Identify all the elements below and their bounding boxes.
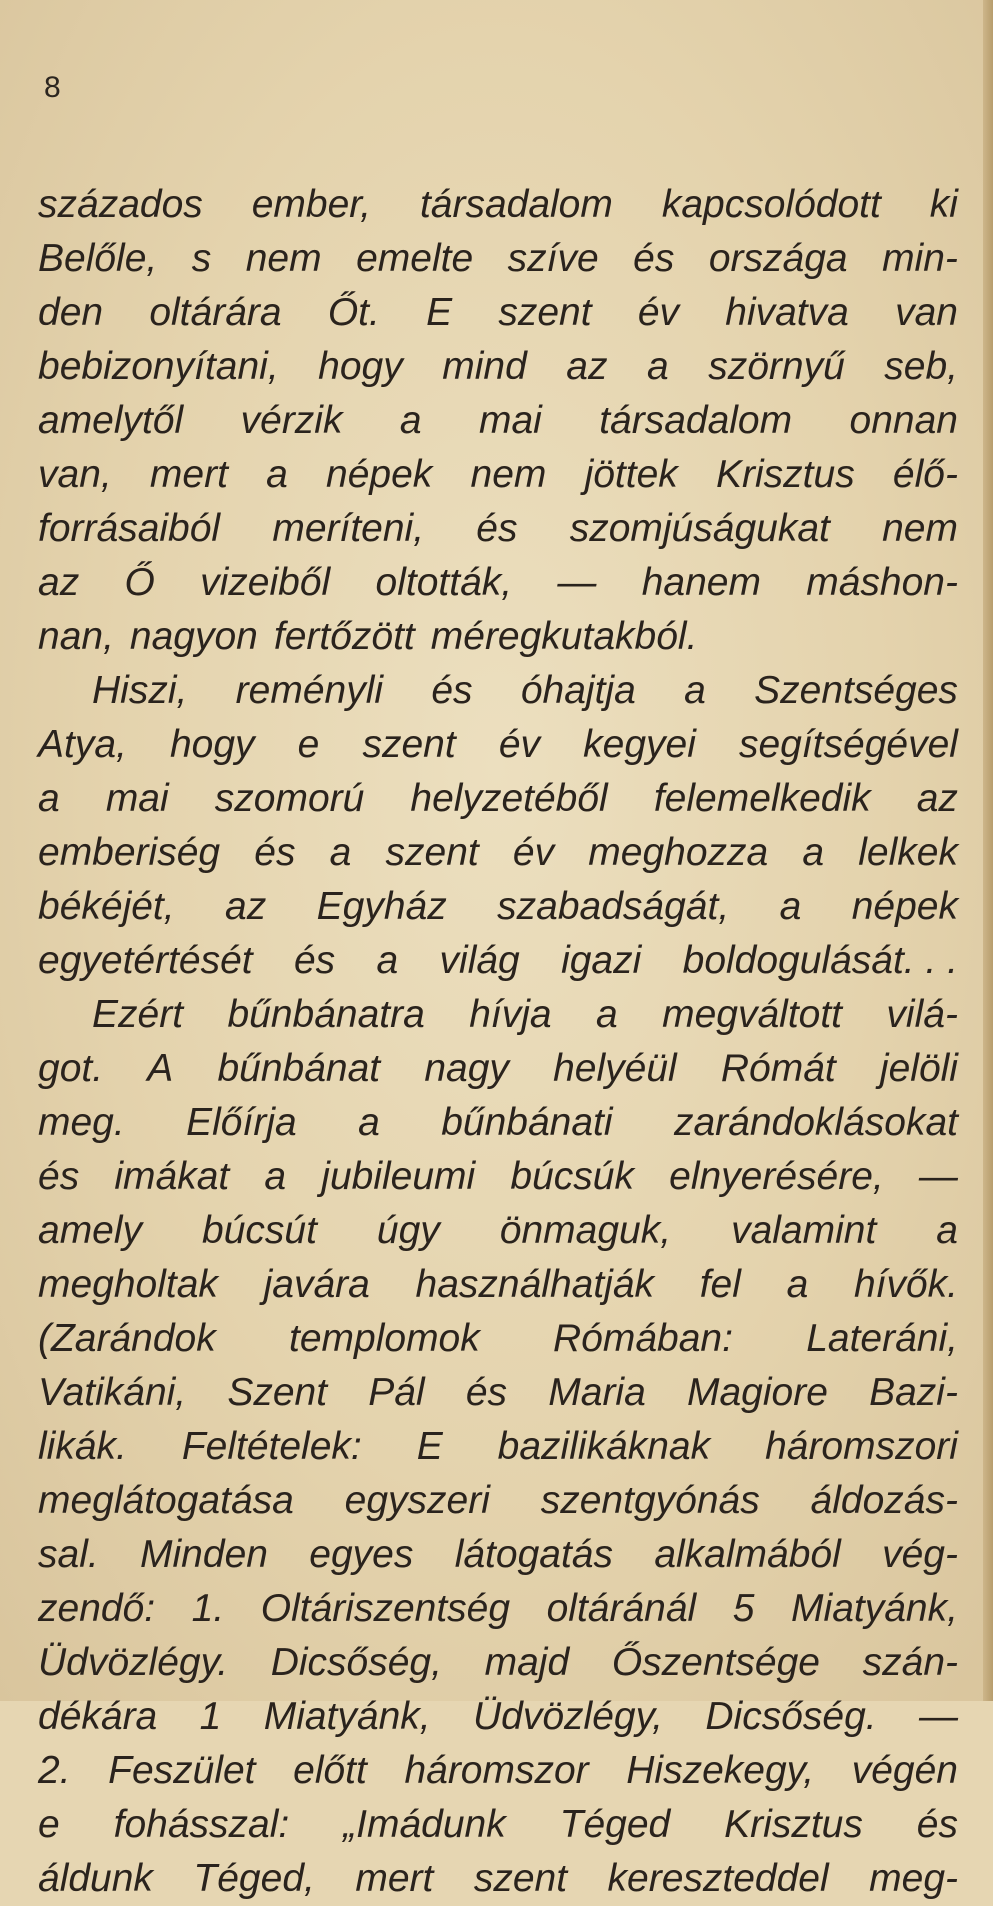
text-line: [38, 448, 958, 502]
word: az: [38, 561, 80, 604]
word: kegyei: [583, 723, 696, 766]
word: valamint: [731, 1209, 877, 1252]
word: hívők.: [853, 1263, 958, 1306]
word: amely: [38, 1209, 143, 1252]
word: Rómát: [720, 1047, 836, 1090]
word: év: [637, 291, 680, 334]
word: s: [191, 237, 212, 280]
text-line: [38, 610, 958, 664]
word: zarándoklásokat: [673, 1101, 958, 1144]
text-line: [38, 1744, 958, 1798]
text-line: [38, 664, 958, 718]
word: Feltételek:: [181, 1425, 362, 1468]
word: Vatikáni,: [38, 1371, 187, 1414]
word: és: [293, 939, 336, 982]
word: boldogulását. . .: [682, 939, 958, 982]
word: szíve: [507, 237, 599, 280]
word: kapcsolódott: [661, 183, 881, 226]
word: vizeiből: [200, 561, 331, 604]
word: Hiszekegy,: [626, 1749, 815, 1792]
word: helyéül: [553, 1047, 677, 1090]
word: és: [465, 1371, 508, 1414]
page-edge: [983, 0, 993, 1701]
word: onnan: [849, 399, 958, 442]
word: szent: [473, 1857, 568, 1900]
word: Szent: [227, 1371, 328, 1414]
word: áldunk: [38, 1857, 153, 1900]
word: hogy: [169, 723, 255, 766]
word: nan,: [38, 615, 114, 658]
word: mind: [442, 345, 527, 388]
word: Feszület: [108, 1749, 256, 1792]
word: Bazi-: [869, 1371, 958, 1414]
word: min-: [882, 237, 958, 280]
word: bűnbánati: [441, 1101, 613, 1144]
word: Üdvözlégy.: [38, 1641, 229, 1684]
word: e: [297, 723, 320, 766]
word: got.: [38, 1047, 104, 1090]
word: Oltáriszentség: [260, 1587, 511, 1630]
word: kereszteddel: [607, 1857, 829, 1900]
word: szörnyű: [708, 345, 845, 388]
text-line: [38, 718, 958, 772]
word: az: [916, 777, 958, 820]
word: fertőzött: [273, 615, 415, 658]
word: úgy: [376, 1209, 440, 1252]
word: háromszor: [404, 1749, 589, 1792]
word: búcsút: [202, 1209, 317, 1252]
word: ki: [929, 183, 958, 226]
word: Őt.: [327, 291, 380, 334]
word: óhajtja: [520, 669, 636, 712]
word: sal.: [38, 1533, 99, 1576]
word: és: [431, 669, 473, 712]
word: Magiore: [687, 1371, 828, 1414]
word: békéjét,: [38, 885, 175, 928]
word: népek: [326, 453, 433, 496]
word: Rómában:: [553, 1317, 733, 1360]
word: hanem: [641, 561, 761, 604]
text-line: [38, 1474, 958, 1528]
word: oltáránál: [546, 1587, 697, 1630]
word: és: [476, 507, 518, 550]
word: jelöli: [879, 1047, 958, 1090]
word: e: [38, 1803, 60, 1846]
word: reményli: [235, 669, 384, 712]
word: hivatva: [725, 291, 849, 334]
word: jöttek: [584, 453, 678, 496]
word: vilá-: [886, 993, 958, 1036]
text-line: [38, 1582, 958, 1636]
word: „Imádunk: [343, 1803, 506, 1846]
word: —: [919, 1695, 958, 1738]
word: a: [399, 399, 422, 442]
word: szent: [498, 291, 592, 334]
word: Ezért: [92, 993, 184, 1036]
word: Téged,: [193, 1857, 315, 1900]
text-line: [38, 988, 958, 1042]
word: Őszentsége: [611, 1641, 820, 1684]
word: javára: [263, 1263, 370, 1306]
word: önmaguk,: [499, 1209, 672, 1252]
word: egyes: [309, 1533, 414, 1576]
word: százados: [38, 183, 203, 226]
word: vég-: [882, 1533, 958, 1576]
word: fel: [699, 1263, 741, 1306]
text-line: [38, 1258, 958, 1312]
word: Téged: [559, 1803, 671, 1846]
word: forrásaiból: [38, 507, 221, 550]
text-line: [38, 286, 958, 340]
word: a: [264, 1155, 287, 1198]
word: van: [895, 291, 958, 334]
word: bűnbánat: [217, 1047, 381, 1090]
text-line: [38, 1852, 958, 1906]
text-line: [38, 1096, 958, 1150]
word: és: [38, 1155, 80, 1198]
word: és: [254, 831, 296, 874]
word: Dicsőség,: [270, 1641, 442, 1684]
word: seb,: [884, 345, 958, 388]
word: meg.: [38, 1101, 125, 1144]
word: segítségével: [738, 723, 958, 766]
text-line: [38, 1312, 958, 1366]
word: és: [916, 1803, 958, 1846]
word: igazi: [561, 939, 642, 982]
text-line: [38, 1690, 958, 1744]
word: élő-: [892, 453, 958, 496]
word: meg-: [869, 1857, 958, 1900]
word: emberiség: [38, 831, 221, 874]
word: Krisztus: [724, 1803, 863, 1846]
word: világ: [439, 939, 520, 982]
word: szabadságát,: [497, 885, 730, 928]
text-line: [38, 1528, 958, 1582]
word: bebizonyítani,: [38, 345, 279, 388]
word: Előírja: [186, 1101, 297, 1144]
text-line: [38, 502, 958, 556]
word: emelte: [356, 237, 474, 280]
word: a: [802, 831, 825, 874]
word: nem: [470, 453, 547, 496]
word: Dicsőség.: [705, 1695, 877, 1738]
text-line: [38, 1636, 958, 1690]
word: a: [38, 777, 60, 820]
word: év: [498, 723, 541, 766]
word: országa: [708, 237, 848, 280]
word: meglátogatása: [38, 1479, 294, 1522]
word: (Zarándok: [38, 1317, 216, 1360]
word: és: [633, 237, 675, 280]
word: ember,: [251, 183, 371, 226]
text-line: [38, 1420, 958, 1474]
word: szent: [385, 831, 479, 874]
word: 1: [199, 1695, 222, 1738]
word: Egyház: [316, 885, 447, 928]
word: imákat: [114, 1155, 230, 1198]
word: templomok: [289, 1317, 480, 1360]
word: búcsúk: [510, 1155, 634, 1198]
word: bazilikáknak: [497, 1425, 711, 1468]
word: hogy: [318, 345, 403, 388]
word: Atya,: [38, 723, 127, 766]
word: felemelkedik: [653, 777, 871, 820]
word: megváltott: [662, 993, 843, 1036]
body-text: [38, 178, 958, 1906]
word: nagy: [424, 1047, 509, 1090]
text-line: [38, 556, 958, 610]
word: Pál: [368, 1371, 425, 1414]
word: az: [225, 885, 267, 928]
word: —: [557, 561, 597, 604]
word: 2.: [38, 1749, 71, 1792]
word: bűnbánatra: [227, 993, 425, 1036]
word: —: [918, 1155, 958, 1198]
text-line: [38, 178, 958, 232]
word: van,: [38, 453, 112, 496]
word: egyszeri: [344, 1479, 490, 1522]
word: Szentséges: [754, 669, 958, 712]
word: a: [936, 1209, 958, 1252]
word: nem: [245, 237, 322, 280]
text-line: [38, 232, 958, 286]
word: Hiszi,: [92, 669, 188, 712]
text-line: [38, 1366, 958, 1420]
word: a: [786, 1263, 809, 1306]
word: mai: [478, 399, 542, 442]
word: Üdvözlégy,: [472, 1695, 664, 1738]
word: látogatás: [454, 1533, 613, 1576]
word: E: [416, 1425, 443, 1468]
word: oltották,: [375, 561, 513, 604]
word: áldozás-: [810, 1479, 958, 1522]
word: meríteni,: [272, 507, 425, 550]
word: oltárára: [149, 291, 282, 334]
word: társadalom: [599, 399, 793, 442]
word: szomorú: [214, 777, 365, 820]
word: a: [358, 1101, 380, 1144]
word: a: [376, 939, 399, 982]
word: helyzetéből: [410, 777, 608, 820]
word: mai: [105, 777, 169, 820]
word: méregkutakból.: [430, 615, 698, 658]
word: Belőle,: [38, 237, 158, 280]
text-line: [38, 340, 958, 394]
word: majd: [484, 1641, 570, 1684]
word: zendő:: [38, 1587, 156, 1630]
word: szent: [362, 723, 456, 766]
word: dékára: [38, 1695, 158, 1738]
word: Miatyánk,: [791, 1587, 958, 1630]
word: Ő: [124, 561, 155, 604]
word: a: [266, 453, 288, 496]
text-line: [38, 826, 958, 880]
text-line: [38, 1042, 958, 1096]
word: előtt: [293, 1749, 367, 1792]
word: elnyerésére,: [669, 1155, 884, 1198]
word: szomjúságukat: [569, 507, 830, 550]
word: háromszori: [765, 1425, 958, 1468]
word: alkalmából: [654, 1533, 841, 1576]
word: a: [329, 831, 352, 874]
word: társadalom: [419, 183, 613, 226]
word: Lateráni,: [806, 1317, 958, 1360]
text-line: [38, 394, 958, 448]
word: szán-: [862, 1641, 958, 1684]
word: Miatyánk,: [263, 1695, 431, 1738]
word: végén: [851, 1749, 958, 1792]
word: egyetértését: [38, 939, 253, 982]
word: mert: [355, 1857, 434, 1900]
word: év: [512, 831, 555, 874]
text-line: [38, 880, 958, 934]
word: fohásszal:: [113, 1803, 290, 1846]
word: Maria: [548, 1371, 646, 1414]
word: a: [595, 993, 618, 1036]
word: hívja: [469, 993, 552, 1036]
word: a: [684, 669, 706, 712]
word: a: [779, 885, 802, 928]
word: jubileumi: [321, 1155, 476, 1198]
word: den: [38, 291, 104, 334]
word: 1.: [191, 1587, 225, 1630]
word: megholtak: [38, 1263, 218, 1306]
page-number: 8: [44, 71, 61, 104]
word: Minden: [140, 1533, 268, 1576]
word: használhatják: [415, 1263, 655, 1306]
word: máshon-: [806, 561, 958, 604]
text-line: [38, 934, 958, 988]
word: nagyon: [129, 615, 258, 658]
word: likák.: [38, 1425, 127, 1468]
word: népek: [851, 885, 958, 928]
text-line: [38, 1798, 958, 1852]
word: meghozza: [588, 831, 769, 874]
word: nem: [882, 507, 958, 550]
word: az: [566, 345, 608, 388]
text-line: [38, 772, 958, 826]
text-line: [38, 1150, 958, 1204]
word: mert: [149, 453, 228, 496]
word: A: [147, 1047, 174, 1090]
word: Krisztus: [716, 453, 855, 496]
word: lelkek: [858, 831, 958, 874]
word: 5: [732, 1587, 755, 1630]
word: vérzik: [240, 399, 343, 442]
word: amelytől: [38, 399, 184, 442]
word: E: [426, 291, 453, 334]
text-line: [38, 1204, 958, 1258]
word: szentgyónás: [540, 1479, 760, 1522]
word: a: [647, 345, 669, 388]
